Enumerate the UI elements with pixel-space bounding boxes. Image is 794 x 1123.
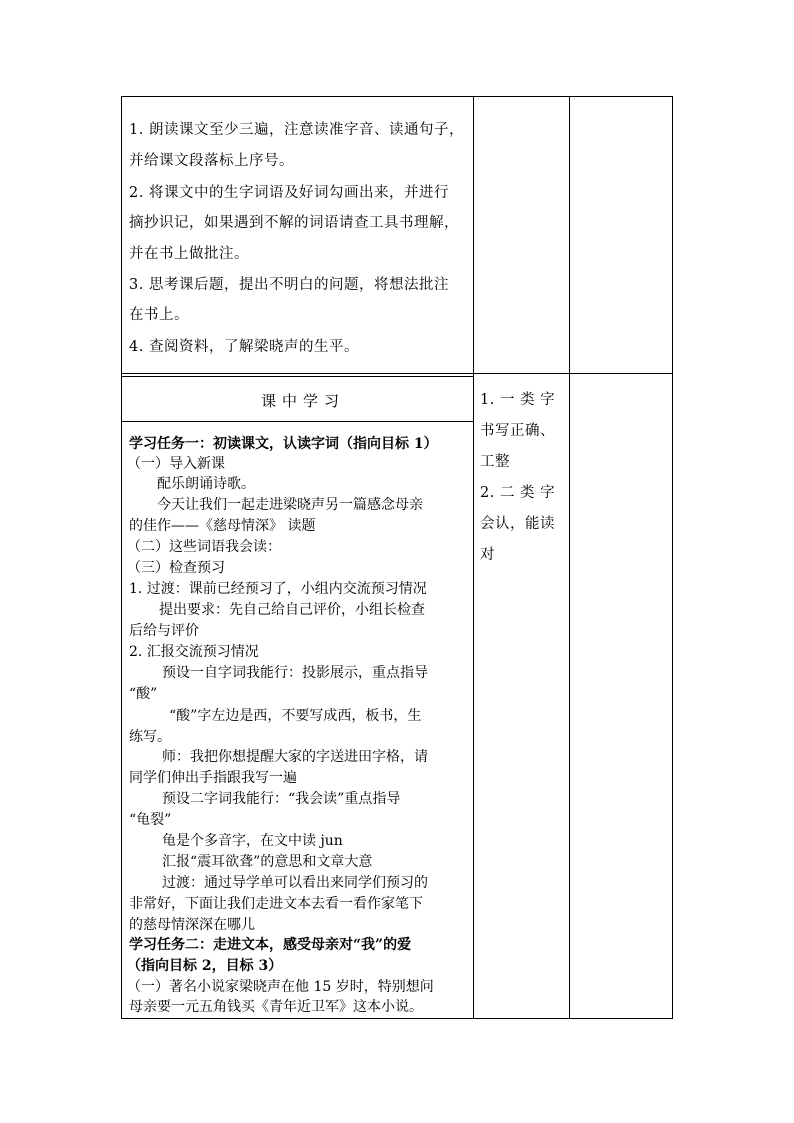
table-row-separator	[121, 373, 673, 374]
goal-line: 1. 一 类 字	[480, 392, 556, 408]
lesson-line: 非常好，下面让我们走进文本去看一看作家笔下	[129, 896, 423, 912]
lesson-line: 师：我把你想提醒大家的字送进田字格，请	[162, 749, 428, 765]
lesson-line: 过渡：通过导学单可以看出来同学们预习的	[162, 875, 428, 891]
lesson-line: （三）检查预习	[127, 560, 225, 576]
lesson-line: （二）这些词语我会读：	[127, 539, 281, 555]
lesson-line: 龟是个多音字，在文中读 jun	[162, 833, 343, 849]
table-border-right	[672, 96, 673, 1019]
goal-line: 2. 二 类 字	[480, 485, 556, 501]
lesson-line: 母亲要一元五角钱买《青年近卫军》这本小说。	[129, 999, 423, 1015]
goal-line: 对	[480, 547, 495, 563]
lesson-line: （一）导入新课	[127, 456, 225, 472]
table-divider-2	[569, 96, 570, 1019]
lesson-line: 练写。	[129, 729, 171, 745]
preview-item-line: 并给课文段落标上序号。	[129, 153, 294, 169]
goal-line: 工整	[480, 454, 510, 470]
lesson-line: 的佳作——《慈母情深》 读题	[129, 518, 316, 534]
preview-item-line: 在书上。	[129, 307, 189, 323]
table-divider-1	[473, 96, 474, 1019]
table-border-bottom	[121, 1018, 673, 1019]
table-row-separator-inner-top	[121, 376, 473, 377]
lesson-line: 同学们伸出手指跟我写一遍	[129, 770, 297, 786]
heading-separator	[121, 421, 473, 422]
task2-title-continued: （指向目标 2，目标 3）	[127, 958, 283, 974]
preview-item-line: 3. 思考课后题，提出不明白的问题，将想法批注	[129, 277, 449, 293]
lesson-line: “龟裂”	[129, 812, 172, 828]
preview-item-line: 2. 将课文中的生字词语及好词勾画出来，并进行	[129, 185, 449, 201]
lesson-line: 2. 汇报交流预习情况	[129, 644, 259, 660]
goal-line: 书写正确、	[480, 423, 555, 439]
preview-item-line: 摘抄识记，如果遇到不解的词语请查工具书理解，	[129, 215, 459, 231]
goal-line: 会认，能读	[480, 516, 555, 532]
lesson-line: 预设一自字词我能行：投影展示，重点指导	[162, 665, 428, 681]
lesson-line: “酸”字左边是西，不要写成西，板书，生	[169, 708, 422, 724]
table-border-top	[121, 96, 673, 97]
task2-title: 学习任务二：走进文本，感受母亲对“我”的爱	[129, 937, 412, 953]
table-border-left	[121, 96, 122, 1019]
lesson-line: （一）著名小说家梁晓声在他 15 岁时，特别想问	[127, 979, 434, 995]
section-heading: 课中学习	[261, 392, 346, 410]
lesson-line: 的慈母情深深在哪儿	[129, 917, 255, 933]
preview-item-line: 1. 朗读课文至少三遍，注意读准字音、读通句子，	[129, 122, 464, 138]
preview-item-line: 4. 查阅资料，了解梁晓声的生平。	[129, 339, 359, 355]
lesson-line: 提出要求：先自己给自己评价，小组长检查	[159, 602, 425, 618]
lesson-line: 配乐朗诵诗歌。	[157, 476, 255, 492]
lesson-line: 汇报“震耳欲聋”的意思和文章大意	[162, 854, 373, 870]
lesson-line: “酸”	[129, 686, 158, 702]
preview-item-line: 并在书上做批注。	[129, 246, 249, 262]
lesson-line: 后给与评价	[129, 623, 199, 639]
task1-title: 学习任务一：初读课文，认读字词（指向目标 1）	[129, 436, 438, 452]
lesson-line: 预设二字词我能行：“我会读”重点指导	[162, 791, 401, 807]
lesson-line: 今天让我们一起走进梁晓声另一篇感念母亲	[157, 497, 423, 513]
lesson-line: 1. 过渡：课前已经预习了，小组内交流预习情况	[129, 581, 427, 597]
